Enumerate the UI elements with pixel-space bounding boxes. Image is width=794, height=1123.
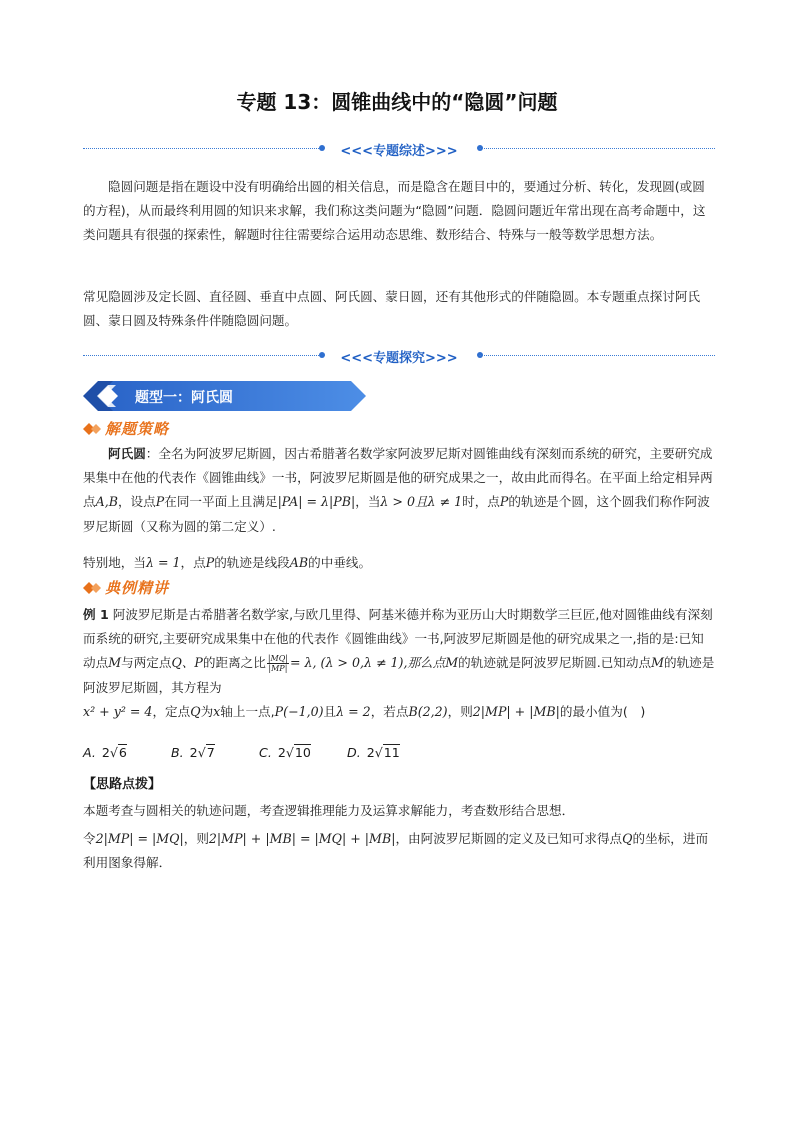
math-lambda-expr: = λ, (λ > 0,λ ≠ 1),那么点 bbox=[289, 655, 446, 671]
math-point-p-2: P bbox=[499, 494, 509, 510]
example-text-9: 轴上一点, bbox=[220, 703, 275, 719]
strategy-special-case bbox=[83, 551, 715, 575]
math-point-b: B(2,2) bbox=[408, 703, 448, 719]
strategy-text-4: ，当 bbox=[355, 494, 381, 510]
example-text-11: ，若点 bbox=[370, 703, 409, 719]
math-point-m: M bbox=[108, 655, 122, 671]
strategy-text-2: ，设点 bbox=[117, 494, 156, 510]
special-text-3: 的轨迹是线段 bbox=[214, 555, 290, 570]
section-divider-overview bbox=[83, 141, 715, 157]
math-target-expr: 2|MP| + |MB| bbox=[472, 703, 560, 719]
dotted-line bbox=[83, 148, 319, 149]
dotted-line bbox=[479, 148, 715, 149]
example-text-2: 与两定点 bbox=[121, 655, 172, 671]
hint-heading: 【思路点拨】 bbox=[83, 777, 162, 792]
math-lambda-two: λ = 2 bbox=[336, 703, 371, 719]
example-text-10: 且 bbox=[323, 703, 337, 719]
example-text-8: 为 bbox=[200, 703, 214, 719]
math-circle-equation: x² + y² = 4 bbox=[83, 703, 153, 719]
strategy-heading bbox=[83, 418, 169, 440]
section-divider-explore bbox=[83, 348, 715, 364]
math-point-m-3: M bbox=[651, 655, 664, 671]
special-text-1: 特别地，当 bbox=[83, 555, 146, 570]
example-text-5: 的轨迹就是阿波罗尼斯圆.已知动点 bbox=[458, 655, 652, 671]
diamond-icon bbox=[83, 581, 101, 595]
example-text-13: 的最小值为( ) bbox=[559, 703, 646, 719]
math-point-p: P bbox=[155, 494, 165, 510]
page-title: 专题 13：圆锥曲线中的“隐圆”问题 bbox=[236, 90, 558, 114]
math-fraction bbox=[267, 654, 289, 673]
example-text-3: 的距离之比 bbox=[202, 655, 266, 671]
special-text-4: 的中垂线。 bbox=[308, 555, 372, 570]
example-text-6: 的轨迹是阿波罗尼斯圆，其方程为 bbox=[83, 655, 715, 695]
math-segment-ab: AB bbox=[289, 555, 309, 570]
example-text-7: ，定点 bbox=[152, 703, 191, 719]
strategy-paragraph bbox=[83, 442, 715, 539]
example-label: 例 1 bbox=[83, 607, 109, 622]
dotted-line bbox=[83, 355, 319, 356]
answer-choices bbox=[83, 745, 715, 760]
strategy-heading-text: 解题策略 bbox=[105, 420, 170, 438]
math-point-m-2: M bbox=[445, 655, 459, 671]
math-x: x bbox=[213, 703, 221, 719]
example-paragraph bbox=[83, 603, 715, 724]
fraction-numerator: |MQ| bbox=[267, 654, 288, 664]
choice-d[interactable]: D. 2√11 bbox=[347, 745, 400, 760]
hint-paragraph-2: 令2|MP| = |MQ|，则2|MP| + |MB| = |MQ| + |MB|，由阿波罗尼斯圆的定义及已知可求得点Q的坐标，进而利用图象得解． bbox=[83, 831, 709, 871]
example-text-1: 阿波罗尼斯是古希腊著名数学家,与欧几里得、阿基米德并称为亚历山大时期数学三巨匠,他对圆锥曲线有深刻而系统的研究,主要研究成果集中在他的代表作《圆锥曲线》一书,阿波罗尼斯圆是他的研究成果之一,指的是:已知动点 bbox=[83, 607, 713, 671]
example-heading-text: 典例精讲 bbox=[105, 579, 170, 597]
strategy-text-5: 时，点 bbox=[462, 494, 500, 510]
choice-b[interactable]: B. 2√7 bbox=[171, 745, 215, 760]
section-label-overview: <<<专题综述>>> bbox=[340, 144, 458, 159]
example-text-12: ，则 bbox=[447, 703, 473, 719]
math-lambda-condition: λ > 0且λ ≠ 1 bbox=[380, 494, 463, 510]
math-point-p-3: P bbox=[205, 555, 215, 570]
dotted-line bbox=[479, 355, 715, 356]
fraction-denominator: |MP| bbox=[268, 664, 288, 674]
choice-a[interactable]: A. 2√6 bbox=[83, 745, 127, 760]
math-points-ab: A,B bbox=[95, 494, 118, 510]
overview-paragraph-1: 隐圆问题是指在题设中没有明确给出圆的相关信息，而是隐含在题目中的，要通过分析、转化，发现圆(或圆的方程)，从而最终利用圆的知识来求解，我们称这类问题为“隐圆”问题．隐圆问题近年常出现在高考命题中，这类问题具有很强的探索性，解题时往往需要综合运用动态思维、数形结合、特殊与一般等数学思想方法。 bbox=[83, 179, 706, 243]
strategy-text-6: 的轨迹是个圆，这个圆我们称作阿波罗尼斯圆（又称为圆的第二定义）. bbox=[83, 494, 710, 534]
strategy-text-3: 在同一平面上且满足 bbox=[164, 494, 278, 510]
special-text-2: ，点 bbox=[180, 555, 206, 570]
math-hint-eq2: 2|MP| + |MB| = |MQ| + |MB| bbox=[208, 831, 396, 846]
math-hint-eq1: 2|MP| = |MQ| bbox=[95, 831, 184, 846]
section-label-explore: <<<专题探究>>> bbox=[340, 351, 458, 366]
overview-paragraph-2: 常见隐圆涉及定长圆、直径圆、垂直中点圆、阿氏圆、蒙日圆，还有其他形式的伴随隐圆。本专题重点探讨阿氏圆、蒙日圆及特殊条件伴随隐圆问题。 bbox=[83, 289, 701, 329]
strategy-text-1: ：全名为阿波罗尼斯圆，因古希腊著名数学家阿波罗尼斯对圆锥曲线有深刻而系统的研究，主要研究成果集中在他的代表作《圆锥曲线》一书，阿波罗尼斯圆是他的研究成果之一，故由此而得名。在平面上给定相异两点 bbox=[83, 446, 713, 510]
hint-paragraph-1: 本题考查与圆相关的轨迹问题，考查逻辑推理能力及运算求解能力，考查数形结合思想． bbox=[83, 803, 575, 818]
question-type-banner bbox=[83, 381, 366, 411]
math-point-q: Q bbox=[190, 703, 201, 719]
math-ratio-equation: |PA| = λ|PB| bbox=[277, 494, 356, 510]
choice-c[interactable]: C. 2√10 bbox=[259, 745, 311, 760]
diamond-icon bbox=[83, 422, 101, 436]
math-hint-q: Q bbox=[622, 831, 633, 846]
math-point-p-coord: P(−1,0) bbox=[274, 703, 324, 719]
example-heading bbox=[83, 577, 169, 599]
strategy-term: 阿氏圆 bbox=[108, 446, 146, 461]
math-lambda-one: λ = 1 bbox=[145, 555, 181, 570]
banner-label: 题型一：阿氏圆 bbox=[135, 390, 233, 406]
math-points-qp: Q、P bbox=[171, 655, 203, 671]
